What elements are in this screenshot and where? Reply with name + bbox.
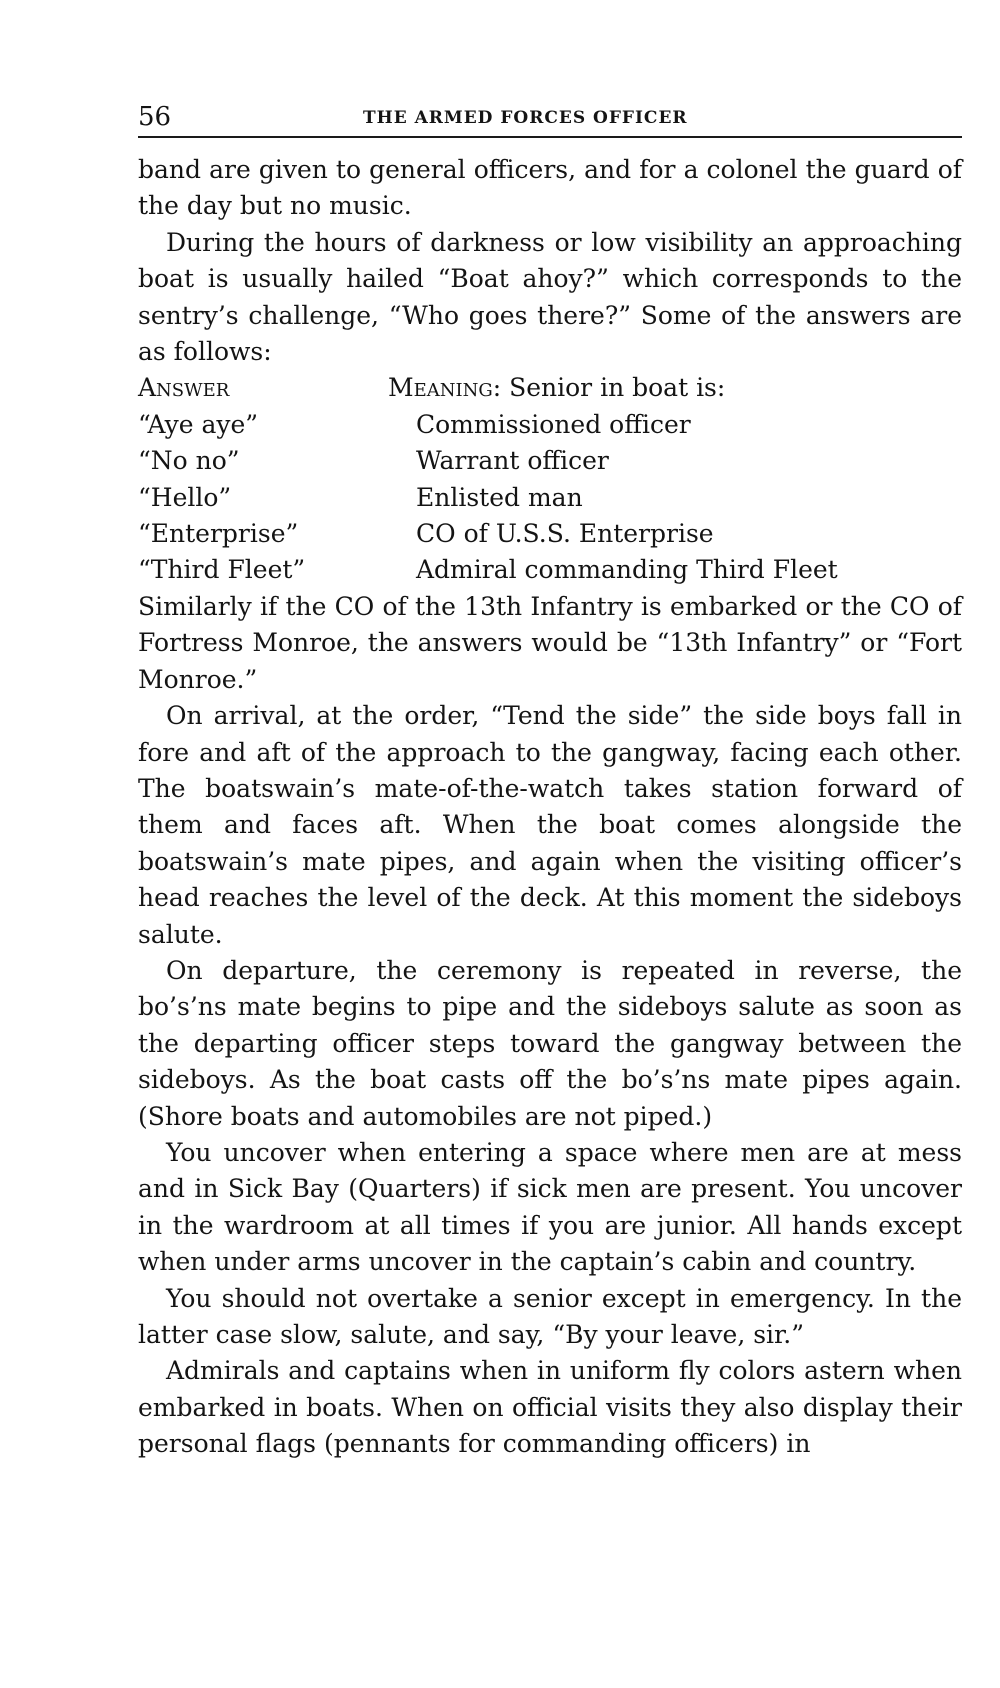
- meaning-cell: Admiral commanding Third Fleet: [416, 555, 838, 585]
- paragraph: You uncover when entering a space where men are at mess and in Sick Bay (Quarters) if sick men are present. You uncover in the wardroom at all times if you are junior. All hands except when under arms uncover in the captain’s cabin and country.: [138, 1137, 962, 1277]
- paragraph: During the hours of darkness or low visibility an approaching boat is usually hailed “Boat ahoy?” which corresponds to the sentry’s challenge, “Who goes there?” Some of the answers are as follows:: [138, 227, 962, 367]
- table-row: [138, 480, 962, 516]
- running-title: THE ARMED FORCES OFFICER: [363, 108, 688, 128]
- paragraph: Similarly if the CO of the 13th Infantry is embarked or the CO of Fortress Monroe, the answers would be “13th Infantry” or “Fort Monroe.”: [138, 591, 962, 694]
- paragraph: On arrival, at the order, “Tend the side” the side boys fall in fore and aft of the approach to the gangway, facing each other. The boatswain’s mate-of-the-watch takes station forward of them and faces aft. When the boat comes alongside the boatswain’s mate pipes, and again when the visiting officer’s head reaches the level of the deck. At this moment the sideboys salute.: [138, 701, 962, 949]
- hail-answer-table: [138, 370, 962, 588]
- answer-cell: “No no”: [138, 446, 240, 476]
- meaning-column-header: Meaning: Senior in boat is:: [388, 373, 726, 403]
- table-row: [138, 443, 962, 479]
- meaning-cell: Warrant officer: [416, 446, 609, 476]
- page-header: [138, 96, 962, 138]
- meaning-cell: Commissioned officer: [416, 409, 691, 439]
- table-row: [138, 552, 962, 588]
- answer-cell: “Aye aye”: [138, 409, 259, 439]
- meaning-cell: CO of U.S.S. Enterprise: [416, 519, 714, 549]
- paragraph: Admirals and captains when in uniform fly colors astern when embarked in boats. When on official visits they also display their personal flags (pennants for commanding officers) in: [138, 1356, 962, 1459]
- paragraph: You should not overtake a senior except in emergency. In the latter case slow, salute, and say, “By your leave, sir.”: [138, 1283, 962, 1349]
- answer-cell: “Enterprise”: [138, 519, 299, 549]
- answer-cell: “Third Fleet”: [138, 555, 306, 585]
- table-row: [138, 516, 962, 552]
- answer-column-header: Answer: [138, 373, 230, 403]
- meaning-cell: Enlisted man: [416, 482, 583, 512]
- answer-cell: “Hello”: [138, 482, 232, 512]
- body-text: [138, 152, 962, 1463]
- page-number: 56: [138, 102, 172, 132]
- paragraph: band are given to general officers, and for a colonel the guard of the day but no music.: [138, 155, 962, 221]
- table-header: [138, 370, 962, 406]
- table-row: [138, 407, 962, 443]
- paragraph: On departure, the ceremony is repeated in reverse, the bo’s’ns mate begins to pipe and the sideboys salute as soon as the departing officer steps toward the gangway between the sideboys. As the boat casts off the bo’s’ns mate pipes again. (Shore boats and automobiles are not piped.): [138, 955, 962, 1131]
